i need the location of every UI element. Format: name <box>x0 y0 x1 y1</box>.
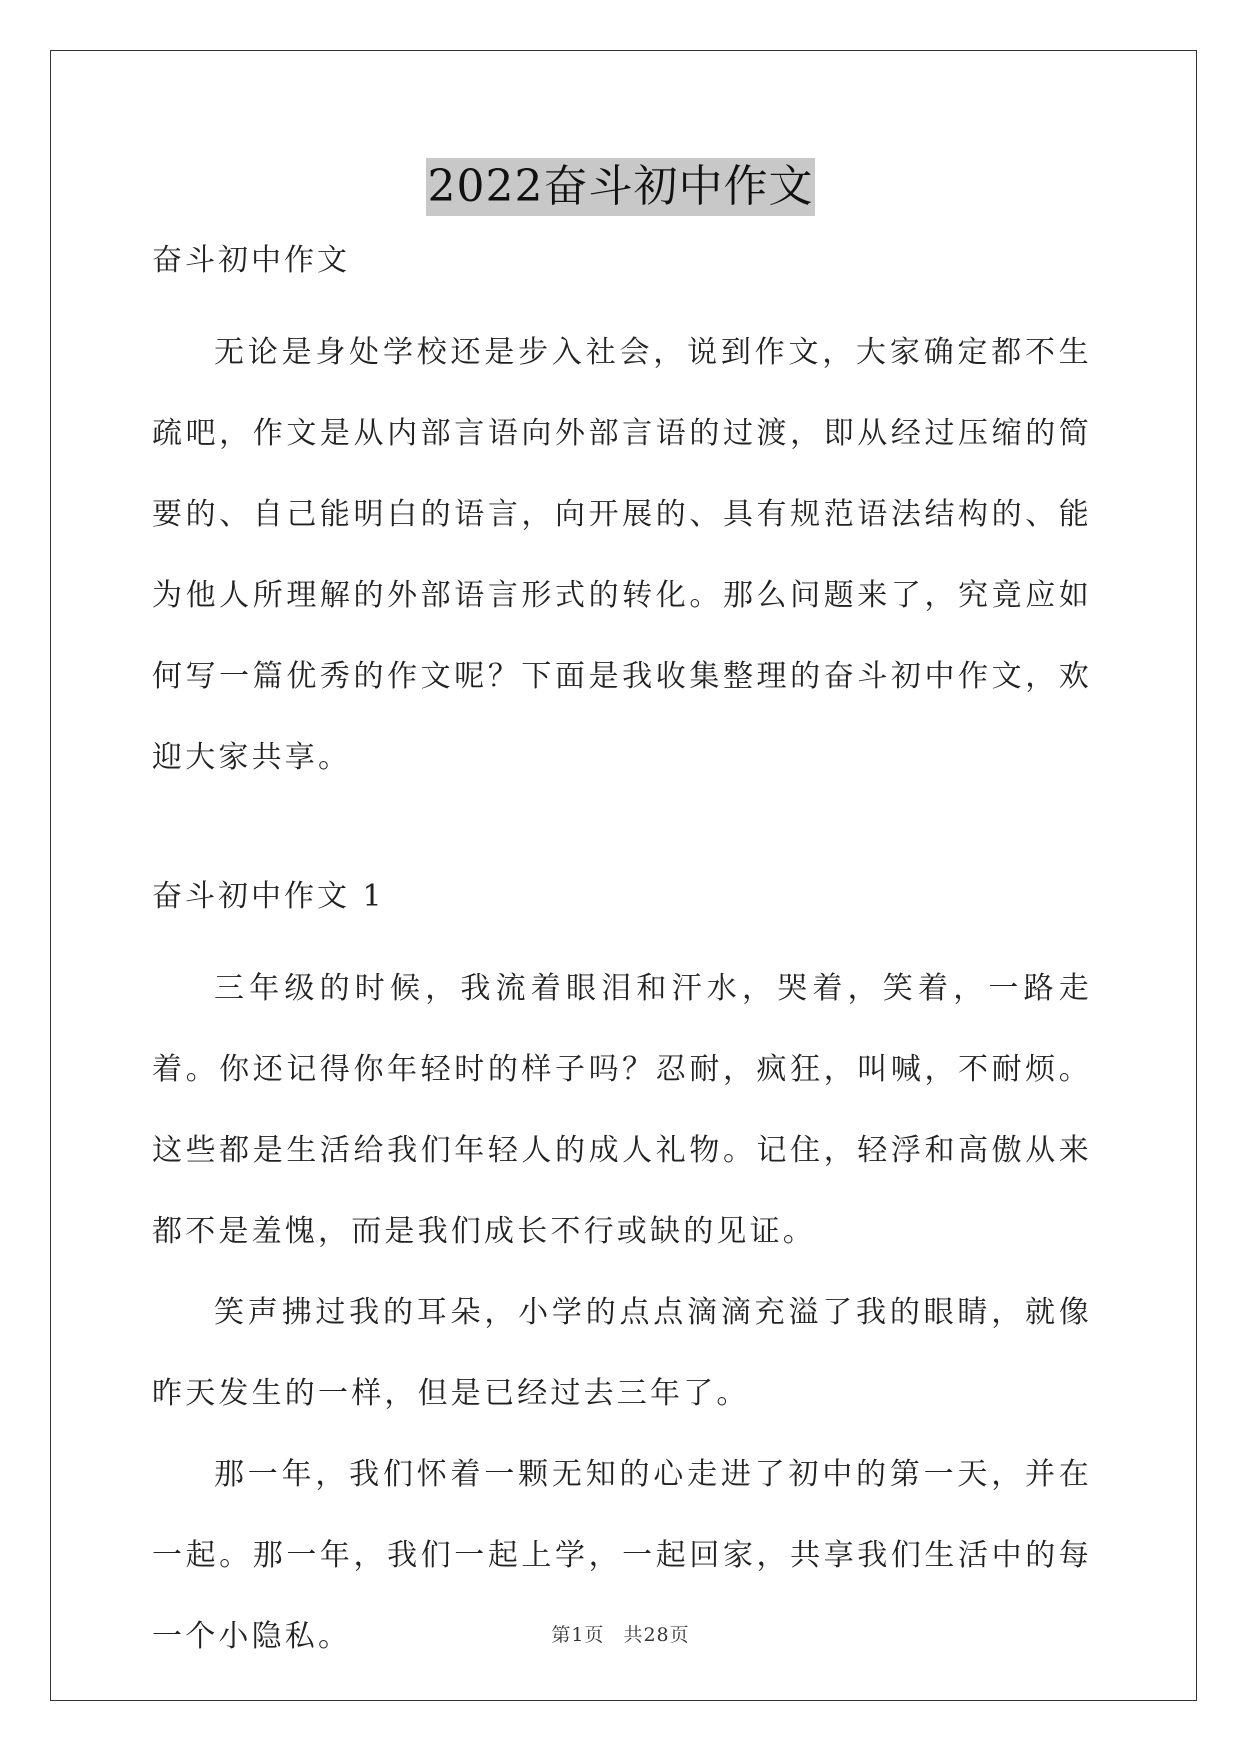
title-container <box>0 158 1241 216</box>
page-footer <box>0 1620 1241 1647</box>
section-spacer <box>152 798 1092 868</box>
section1-paragraph: 笑声拂过我的耳朵，小学的点点滴滴充溢了我的眼睛，就像昨天发生的一样，但是已经过去三年了。 <box>152 1295 1092 1411</box>
intro-paragraph: 无论是身处学校还是步入社会，说到作文，大家确定都不生疏吧，作文是从内部言语向外部言语的过渡，即从经过压缩的简要的、自己能明白的语言，向开展的、具有规范语法结构的、能为他人所理解的外部语言形式的转化。那么问题来了，究竟应如何写一篇优秀的作文呢？下面是我收集整理的奋斗初中作文，欢迎大家共享。 <box>152 335 1092 775</box>
page-total: 共28页 <box>623 1624 690 1646</box>
section1-paragraph: 那一年，我们怀着一颗无知的心走进了初中的第一天，并在一起。那一年，我们一起上学，一起回家，共享我们生活中的每一个小隐私。 <box>152 1457 1092 1654</box>
section1-heading: 奋斗初中作文 1 <box>152 879 385 914</box>
page-number: 第1页 <box>551 1624 605 1646</box>
section1-paragraph: 三年级的时候，我流着眼泪和汗水，哭着，笑着，一路走着。你还记得你年轻时的样子吗？忍耐，疯狂，叫喊，不耐烦。这些都是生活给我们年轻人的成人礼物。记住，轻浮和高傲从来都不是羞愧，而是我们成长不行或缺的见证。 <box>152 971 1092 1249</box>
document-title: 2022奋斗初中作文 <box>426 158 816 216</box>
intro-heading: 奋斗初中作文 <box>152 243 350 278</box>
document-body <box>152 232 1092 1677</box>
